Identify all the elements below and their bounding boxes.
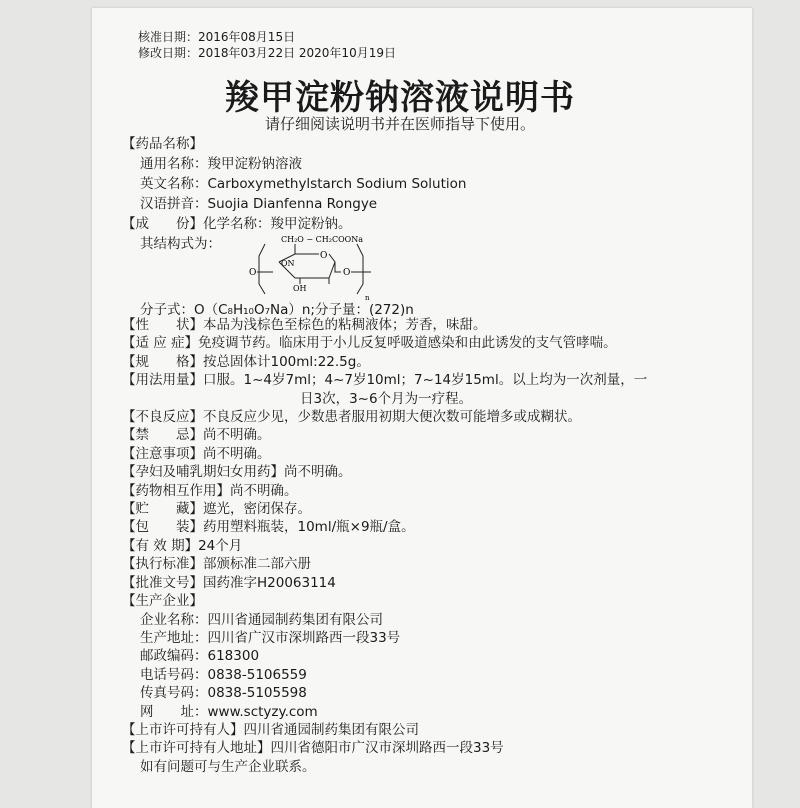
drug-interactions: 【药物相互作用】尚不明确。 [122, 482, 298, 499]
precautions: 【注意事项】尚不明确。 [122, 445, 271, 462]
section-heading: 【药品名称】 [122, 136, 203, 152]
license-holder: 【上市许可持有人】四川省通园制药集团有限公司 [122, 721, 419, 738]
standard: 【执行标准】部颁标准二部六册 [122, 556, 311, 573]
dosage: 【用法用量】口服。1~4岁7ml；4~7岁10ml；7~14岁15ml。以上均为一次剂量，一 [122, 372, 648, 389]
appearance: 【性 状】本品为浅棕色至棕色的粘稠液体；芳香，味甜。 [122, 317, 487, 333]
contact-note: 如有问题可与生产企业联系。 [140, 758, 316, 775]
structure-group: CH₂O − CH₂COONa [281, 235, 363, 244]
structure-o: O [343, 268, 351, 278]
specification: 【规 格】按总固体计100ml:22.5g。 [122, 353, 370, 370]
english-name: 英文名称：Carboxymethylstarch Sodium Solution [140, 176, 467, 192]
structural-formula [245, 232, 385, 302]
postal-code: 邮政编码：618300 [140, 648, 260, 665]
adverse-reactions: 【不良反应】不良反应少见，少数患者服用初期大便次数可能增多或成糊状。 [122, 409, 581, 426]
shelf-life: 【有 效 期】24个月 [122, 537, 243, 554]
pinyin-name: 汉语拼音：Suojia Dianfenna Rongye [140, 196, 378, 212]
structure-on: ON [281, 259, 295, 268]
structure-o: O [249, 268, 257, 278]
company-address: 生产地址：四川省广汉市深圳路西一段33号 [140, 629, 401, 646]
approval-number: 【批准文号】国药准字H20063114 [122, 574, 336, 591]
revision-date: 修改日期：2018年03月22日 2020年10月19日 [138, 46, 396, 60]
document-title: 羧甲淀粉钠溶液说明书 [225, 78, 575, 118]
storage: 【贮 藏】遮光，密闭保存。 [122, 501, 311, 518]
company-name: 企业名称：四川省通园制药集团有限公司 [140, 611, 383, 628]
approval-date: 核准日期：2016年08月15日 [138, 30, 296, 44]
structure-oh: OH [293, 284, 307, 293]
document-subtitle: 请仔细阅读说明书并在医师指导下使用。 [264, 115, 535, 133]
packaging: 【包 装】药用塑料瓶装，10ml/瓶×9瓶/盒。 [122, 519, 415, 536]
contraindications: 【禁 忌】尚不明确。 [122, 427, 271, 444]
license-holder-address: 【上市许可持有人地址】四川省德阳市广汉市深圳路西一段33号 [122, 740, 504, 757]
structure-n: n [365, 294, 370, 302]
dosage-continued: 日3次，3~6个月为一疗程。 [300, 390, 473, 407]
molecular-formula: 分子式：O（C₈H₁₀O₇Na）n;分子量：(272)n [140, 302, 414, 318]
sections-block [122, 316, 647, 776]
fax-number: 传真号码：0838-5105598 [140, 685, 307, 702]
pregnancy-use: 【孕妇及哺乳期妇女用药】尚不明确。 [122, 464, 352, 481]
indications: 【适 应 症】免疫调节药。临床用于小儿反复呼吸道感染和由此诱发的支气管哮喘。 [122, 335, 617, 352]
website: 网 址：www.sctyzy.com [140, 703, 318, 720]
composition: 【成 份】化学名称：羧甲淀粉钠。 [122, 216, 352, 232]
structure-o: O [320, 251, 328, 261]
manufacturer-heading: 【生产企业】 [122, 593, 203, 610]
structure-label: 其结构式为： [140, 236, 221, 252]
phone-number: 电话号码：0838-5106559 [140, 666, 307, 683]
generic-name: 通用名称：羧甲淀粉钠溶液 [140, 156, 302, 172]
